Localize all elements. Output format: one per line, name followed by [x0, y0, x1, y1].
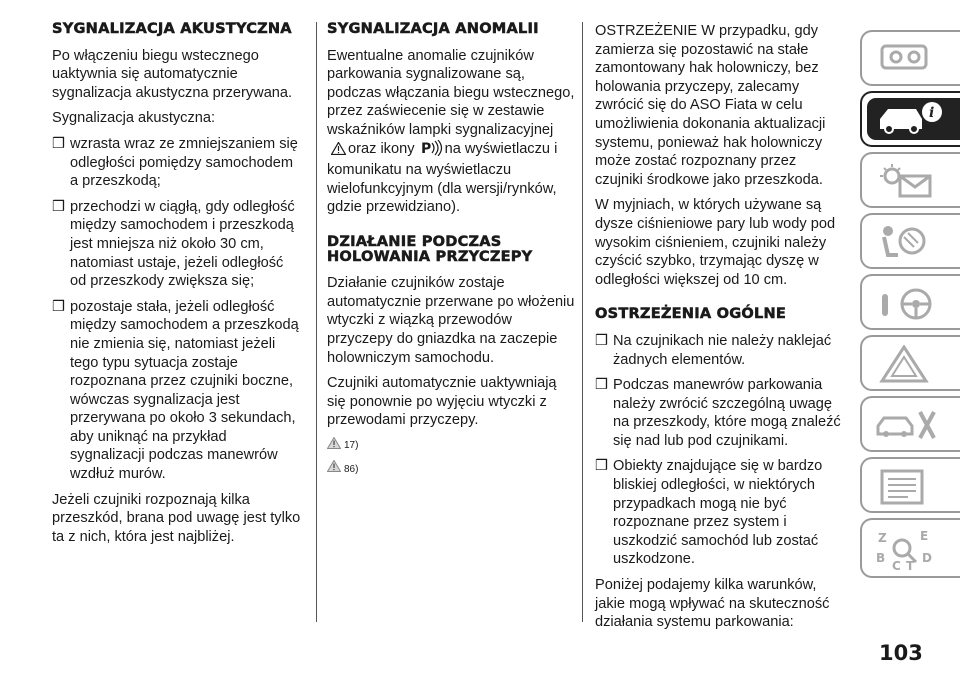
airbag-seat-icon — [876, 223, 946, 263]
warning-triangle-icon — [327, 437, 341, 457]
column-separator — [316, 22, 317, 622]
paragraph: Poniżej podajemy kilka warunków, jakie mogą wpływać na skuteczność działania systemu parkowania: — [595, 577, 830, 631]
paragraph: Działanie czujników zostaje automatycznie przerwane po włożeniu wtyczki z wiązką przewodów przyczepy do gniazdka na zaczepie holowniczym samochodu. — [327, 275, 575, 366]
tab-dashboard[interactable] — [860, 30, 960, 86]
park-sensor-icon — [421, 140, 443, 162]
tab-index[interactable] — [860, 518, 960, 578]
paragraph: Po włączeniu biegu wstecznego uaktywnia się automatycznie sygnalizacja akustyczna przerywana. — [52, 47, 293, 101]
column-2 — [327, 22, 575, 482]
paragraph: Sygnalizacja akustyczna: — [52, 110, 216, 127]
svg-text:P: P — [420, 140, 431, 156]
paragraph: Czujniki automatycznie uaktywniają się ponownie po wyjęciu wtyczki z przewodami przyczepy. — [327, 375, 557, 429]
specifications-icon — [876, 467, 946, 507]
svg-text:Z: Z — [878, 531, 887, 545]
tab-safety[interactable] — [860, 213, 960, 269]
svg-text:i: i — [929, 105, 935, 121]
car-dashboard-icon — [876, 40, 946, 80]
heading-acoustic-signal: SYGNALIZACJA AKUSTYCZNA — [52, 20, 292, 37]
heading-general-warnings: OSTRZEŻENIA OGÓLNE — [595, 305, 787, 323]
paragraph: W myjniach, w których używane są dysze ciśnieniowe pary lub wody pod wysokim ciśnieniem, czujniki należy czyścić szybko, trzymając dyszę w odległości większej od 10 cm. — [595, 197, 836, 288]
bullet-icon: ❒ — [595, 377, 609, 394]
bullet-icon: ❒ — [595, 332, 609, 349]
svg-text:E: E — [920, 529, 929, 543]
steering-wheel-icon — [876, 284, 946, 324]
svg-text:C: C — [892, 559, 901, 572]
column-3 — [595, 22, 845, 639]
column-separator — [582, 22, 583, 622]
warning-reference: 86) — [327, 460, 575, 480]
svg-text:T: T — [906, 559, 915, 572]
tab-car-knowledge[interactable] — [860, 91, 960, 147]
list-item: ❒ pozostaje stała, jeżeli odległość między samochodem a przeszkodą nie zmienia się, natomiast jeżeli tego typu sytuacja zostaje rozpoznana przez czujniki boczne, wówczas sygnalizacja jest przerywana po około 3 sekundach, aby uniknąć na przykład sygnalizacji podczas manewrów wzdłuż murów. — [52, 298, 299, 483]
tab-maintenance[interactable] — [860, 396, 960, 452]
warning-reference: 17) — [327, 437, 575, 457]
heading-towing: DZIAŁANIE PODCZAS HOLOWANIA PRZYCZEPY — [327, 232, 533, 265]
heading-anomaly-signal: SYGNALIZACJA ANOMALII — [327, 20, 539, 37]
paragraph: Ewentualne anomalie czujników parkowania sygnalizowane są, podczas włączania biegu wstecznego, przez zaświecenie się w zestawie wskaźników lampki sygnalizacyjnej oraz ikony P na wyświetlaczu i komunikatu na wyświetlaczu wielofunkcyjnym (dla wersji/rynków, gdzie przewidziano). — [327, 47, 575, 216]
car-info-icon — [876, 101, 946, 141]
list-item: ❒ wzrasta wraz ze zmniejszaniem się odległości pomiędzy samochodem a przeszkodą; — [52, 135, 298, 190]
tab-specifications[interactable] — [860, 457, 960, 513]
list-item: ❒ przechodzi w ciągłą, gdy odległość między samochodem i przeszkodą jest mniejsza niż około 30 cm, natomiast ustaje, jeżeli odległość od przeszkody zwiększa się; — [52, 198, 295, 290]
list-item: ❒ Obiekty znajdujące się w bardzo bliskiej odległości, w niektórych przypadkach mogą nie być rozpoznane przez system i uszkodzić samochód lub zostać uszkodzone. — [595, 458, 823, 568]
bullet-icon: ❒ — [595, 458, 609, 475]
warning-triangle-icon — [327, 460, 341, 480]
bullet-icon: ❒ — [52, 298, 66, 315]
svg-text:D: D — [922, 551, 932, 565]
warning-lights-icon — [876, 162, 946, 202]
warning-triangle-icon — [876, 345, 946, 385]
list-item: ❒ Na czujnikach nie należy naklejać żadnych elementów. — [595, 332, 832, 368]
tab-warning-lights[interactable] — [860, 152, 960, 208]
tab-emergency[interactable] — [860, 335, 960, 391]
bullet-icon: ❒ — [52, 135, 66, 152]
page-number: 103 — [879, 641, 923, 665]
list-item: ❒ Podczas manewrów parkowania należy zwrócić szczególną uwagę na przeszkody, które mogą znaleźć się nad lub pod czujnikami. — [595, 377, 841, 449]
tab-driving[interactable] — [860, 274, 960, 330]
warning-lamp-icon — [331, 142, 346, 161]
paragraph: Jeżeli czujniki rozpoznają kilka przeszkód, brana pod uwagę jest tylko ta z nich, która jest najbliżej. — [52, 491, 301, 545]
car-service-icon — [876, 406, 946, 446]
index-icon — [876, 528, 946, 572]
svg-text:B: B — [876, 551, 886, 565]
bullet-icon: ❒ — [52, 198, 66, 215]
column-1 — [52, 22, 302, 553]
paragraph: OSTRZEŻENIE W przypadku, gdy zamierza się pozostawić na stałe zamontowany hak holowniczy, bez holowania przyczepy, zalecamy zwrócić się do ASO Fiata w celu umożliwienia dokonania aktualizacji systemu, ponieważ hak holowniczy może zostać rozpoznany przez czujniki środkowe jako przeszkoda. — [595, 23, 826, 188]
